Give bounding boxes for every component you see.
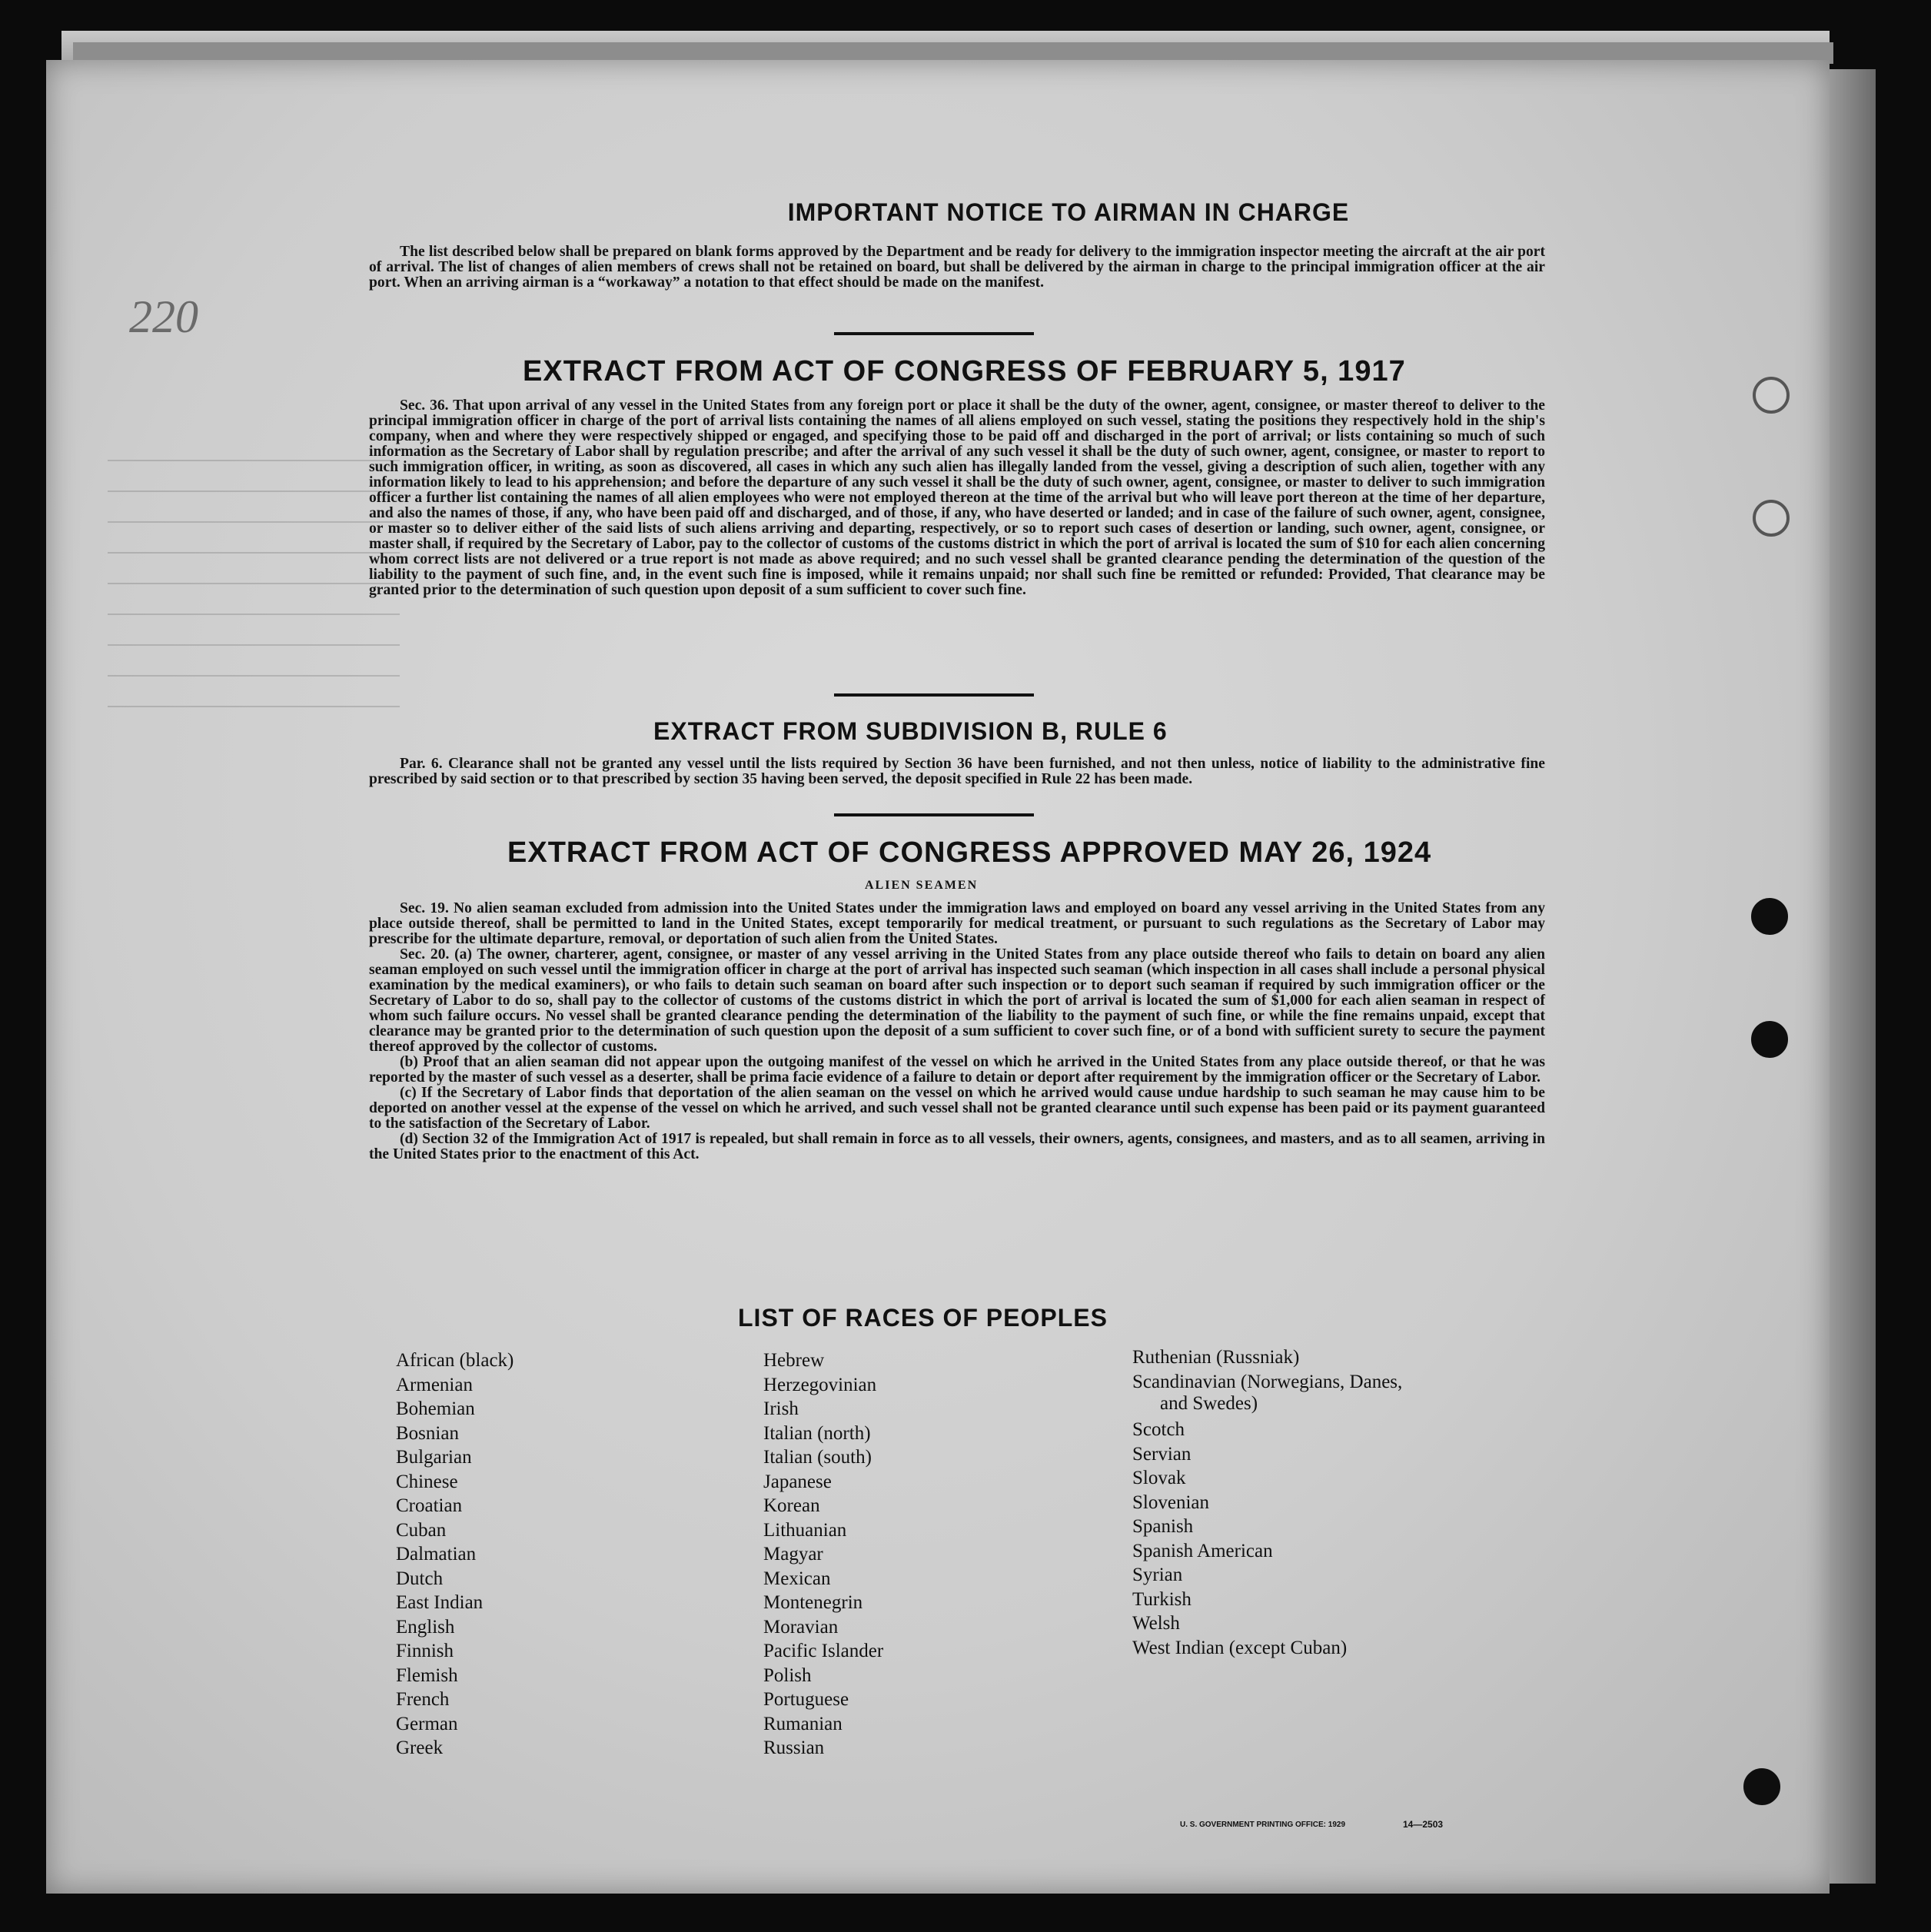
sec20a-paragraph: Sec. 20. (a) The owner, charterer, agent, consignee, or master of any vessel arriving in the United States from any place outside thereof who fails to detain on board any alien seaman employed on such vessel until the immigration officer in charge at the port of arrival has inspected such seaman (which inspection in all cases shall include a personal physical examination by the medical examiners), or who fails to detain such seaman on board after such inspection or to deport such seaman if required by such immigration officer or the Secretary of Labor to do so, shall pay to the collector of customs of the customs district in which the port of arrival is located the sum of $1,000 for each alien seaman in respect of whom such failure occurs. No vessel shall be granted clearance pending the determination of the liability to the payment of such fine, or while the fine remains unpaid, except that clearance may be granted prior to the determination of such question upon the deposit of a sum sufficient to cover such fine, or of a bond with sufficient surety to secure the payment thereof approved by the collector of customs. [369, 946, 1545, 1055]
bleed-through-line [108, 614, 400, 615]
divider [834, 693, 1034, 697]
divider [834, 813, 1034, 816]
race-item: African (black) [396, 1350, 514, 1371]
sec36-paragraph: Sec. 36. That upon arrival of any vessel in the United States from any foreign port or place it shall be the duty of the owner, agent, consignee, or master thereof to deliver to the principal immigration officer in charge of the port of arrival lists containing the names of all aliens employed on such vessel, stating the positions they respectively hold in the ship's company, when and where they were respectively shipped or engaged, and specifying those to be paid off and discharged in the port of arrival; or lists containing so much of such information as the Secretary of Labor shall by regulation prescribe; and after the arrival of any such vessel it shall be the duty of such owner, agent, consignee, or master to report to such immigration officer, in writing, as soon as discovered, all cases in which any such alien has illegally landed from the vessel, giving a description of such alien, together with any information likely to lead to his apprehension; and before the departure of any such vessel it shall be the duty of such owner, agent, consignee, or master to deliver to such immigration officer a further list containing the names of all alien employees who were not employed thereon at the time of the arrival but who will leave port thereon at the time of her departure, and also the names of those, if any, who have been paid off and discharged, and of those, if any, who have deserted or landed; and in case of the failure of such owner, agent, consignee, or master so to deliver either of the said lists of such aliens arriving and departing, respectively, or so to report such cases of desertion or landing, such owner, agent, consignee, or master shall, if required by the Secretary of Labor, pay to the collector of customs of the customs district in which the port of arrival is located the sum of $10 for each alien concerning whom correct lists are not delivered or a true report is not made as above required; and no such vessel shall be granted clearance pending the determination of the question of the liability to the payment of such fine, and, in the event such fine is imposed, while it remains unpaid; nor shall such fine be remitted or refunded: Provided, That clearance may be granted prior to the determination of such question upon deposit of a sum sufficient to cover such fine. [369, 397, 1545, 598]
race-item: Korean [763, 1495, 820, 1516]
extract-1917-title: EXTRACT FROM ACT OF CONGRESS OF FEBRUARY 5, 1917 [523, 355, 1406, 387]
race-item: Mexican [763, 1568, 831, 1589]
race-item: Greek [396, 1737, 444, 1758]
race-item: Syrian [1132, 1565, 1183, 1585]
race-item: Slovenian [1132, 1491, 1209, 1513]
race-item: Spanish American [1132, 1540, 1273, 1561]
bleed-through-line [108, 644, 400, 646]
race-item: Irish [763, 1398, 799, 1419]
race-item: Portuguese [763, 1689, 849, 1710]
extract-1917-body [369, 398, 1545, 598]
bleed-through-line [108, 583, 400, 584]
form-number: 14—2503 [1403, 1819, 1444, 1830]
race-item: Hebrew [763, 1350, 825, 1371]
sec20d-paragraph: (d) Section 32 of the Immigration Act of 1917 is repealed, but shall remain in force as to all vessels, their owners, agents, consignees, and masters, and as to all seamen, arriving in the United States prior to the enactment of this Act. [369, 1131, 1545, 1162]
races-column-3 [1132, 1345, 1402, 1660]
race-item-continuation: and Swedes) [1160, 1393, 1258, 1414]
race-item: Montenegrin [763, 1592, 863, 1613]
race-item: East Indian [396, 1592, 484, 1613]
bleed-through-line [108, 675, 400, 677]
races-title: LIST OF RACES OF PEOPLES [738, 1304, 1108, 1332]
race-item: Magyar [763, 1544, 823, 1565]
race-item: Bohemian [396, 1398, 475, 1419]
bleed-through-line [108, 706, 400, 707]
race-item: Armenian [396, 1374, 473, 1395]
race-item: Pacific Islander [763, 1641, 884, 1661]
bleed-through-line [108, 552, 400, 554]
race-item: Lithuanian [763, 1519, 847, 1541]
par6-paragraph: Par. 6. Clearance shall not be granted any vessel until the lists required by Section 36 have been furnished, and not then unless, notice of liability to the administrative fine prescribed by said section or to that prescribed by section 35 having been served, the deposit specified in Rule 22 has been made. [369, 756, 1545, 787]
race-item: Ruthenian (Russniak) [1132, 1347, 1300, 1368]
binder-hole-punched [1743, 1768, 1780, 1805]
race-item: Scandinavian (Norwegians, Danes, [1132, 1371, 1403, 1392]
printer-imprint: U. S. GOVERNMENT PRINTING OFFICE: 1929 [1180, 1821, 1346, 1829]
race-item: Spanish [1132, 1516, 1194, 1537]
stacked-page-right-edge [1830, 69, 1876, 1884]
race-item: West Indian (except Cuban) [1132, 1637, 1348, 1658]
race-item: Scotch [1132, 1419, 1185, 1440]
races-column-2 [763, 1348, 883, 1761]
stamp-number: 220 [129, 291, 198, 342]
notice-body [369, 244, 1545, 291]
alien-seamen-subtitle: ALIEN SEAMEN [865, 879, 979, 892]
sec20c-paragraph: (c) If the Secretary of Labor finds that deportation of the alien seaman on the vessel on which he arrived would cause undue hardship to such seaman he may cause him to be deported on another vessel at the expense of the vessel on which he arrived, and such vessel shall not be granted clearance until such expense has been paid or its payment guaranteed to the satisfaction of the Secretary of Labor. [369, 1085, 1545, 1132]
race-item: English [396, 1616, 455, 1638]
race-item: Cuban [396, 1519, 447, 1541]
race-item: Croatian [396, 1495, 463, 1516]
bleed-through-line [108, 521, 400, 523]
race-item: Turkish [1132, 1588, 1192, 1610]
race-item: Italian (south) [763, 1447, 872, 1468]
race-item: Welsh [1132, 1613, 1180, 1634]
binder-hole-punched [1751, 898, 1788, 935]
race-item: Japanese [763, 1471, 832, 1492]
race-item: Servian [1132, 1443, 1192, 1465]
extract-1924-body [369, 901, 1545, 1162]
race-item: Moravian [763, 1616, 839, 1638]
race-item: Bulgarian [396, 1447, 472, 1468]
races-column-1 [396, 1348, 513, 1761]
binder-hole [1753, 500, 1790, 537]
race-item: Rumanian [763, 1713, 843, 1734]
race-item: Bosnian [396, 1422, 459, 1444]
binder-hole [1753, 377, 1790, 414]
extract-rule6-title: EXTRACT FROM SUBDIVISION B, RULE 6 [653, 717, 1168, 745]
notice-paragraph: The list described below shall be prepared on blank forms approved by the Department and be ready for delivery to the immigration inspector meeting the aircraft at the air port of arrival. The list of changes of alien members of crews shall not be retained on board, but shall be delivered by the airman in charge to the principal immigration officer at the air port. When an arriving airman is a “workaway” a notation to that effect should be made on the manifest. [369, 244, 1545, 291]
race-item: French [396, 1689, 450, 1710]
bleed-through-line [108, 490, 400, 492]
race-item: Italian (north) [763, 1422, 871, 1444]
race-item: Chinese [396, 1471, 458, 1492]
race-item: Polish [763, 1664, 812, 1686]
document-page [46, 60, 1830, 1894]
sec20b-paragraph: (b) Proof that an alien seaman did not appear upon the outgoing manifest of the vessel on which he arrived in the United States from any place outside thereof, or that he was reported by the master of such vessel as a deserter, shall be prima facie evidence of a failure to detain or deport after requirement by the immigration officer or the Secretary of Labor. [369, 1054, 1545, 1086]
bleed-through-line [108, 460, 400, 461]
extract-rule6-body [369, 757, 1545, 787]
race-item: Finnish [396, 1641, 454, 1661]
race-item: Dalmatian [396, 1544, 477, 1565]
sec19-paragraph: Sec. 19. No alien seaman excluded from admission into the United States under the immigration laws and employed on board any vessel arriving in the United States from any place outside thereof, shall be permitted to land in the United States, except temporarily for medical treatment, or pursuant to such regulations as the Secretary of Labor may prescribe for the ultimate departure, removal, or deportation of such alien from the United States. [369, 900, 1545, 947]
binder-hole-punched [1751, 1021, 1788, 1058]
race-item: Slovak [1132, 1468, 1186, 1488]
race-item: Flemish [396, 1664, 458, 1686]
notice-title: IMPORTANT NOTICE TO AIRMAN IN CHARGE [787, 198, 1350, 226]
race-item: German [396, 1713, 458, 1734]
race-item: Herzegovinian [763, 1374, 877, 1395]
race-item: Russian [763, 1737, 825, 1758]
race-item: Dutch [396, 1568, 444, 1589]
divider [834, 332, 1034, 335]
extract-1924-title: EXTRACT FROM ACT OF CONGRESS APPROVED MAY 26, 1924 [507, 836, 1432, 869]
